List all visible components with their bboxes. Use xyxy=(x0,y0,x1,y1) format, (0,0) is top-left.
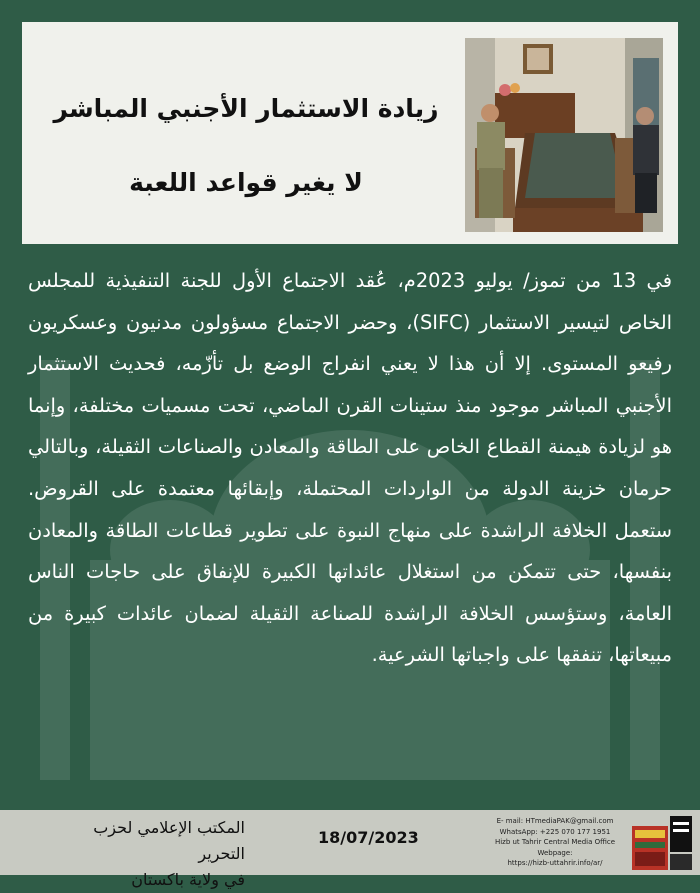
header-card xyxy=(22,22,678,244)
media-office-name xyxy=(55,815,245,893)
article-body: في 13 من تموز/ يوليو 2023م، عُقد الاجتماع الأول للجنة التنفيذية للمجلس الخاص لتيسير الاستثمار (SIFC)، وحضر الاجتماع مسؤولون مدنيون وعسكريون رفيعو المستوى. إلا أن هذا لا يعني انفراج الوضع بل تأزّمه، فحديث الاستثمار الأجنبي المباشر موجود منذ ستينات القرن الماضي، تحت مسميات مختلفة، وإنما هو لزيادة هيمنة القطاع الخاص على الطاقة والمعادن والصناعات الثقيلة، وبالتالي حرمان خزينة الدولة من الواردات المحتملة، وإبقائها معتمدة على القروض. ستعمل الخلافة الراشدة على منهاج النبوة على تطوير قطاعات الطاقة والمعادن بنفسها، حتى تتمكن من استغلال عائداتها الكبيرة للإنفاق على حاجات الناس العامة، وستؤسس الخلافة الراشدة للصناعة الثقيلة لضمان عائدات كبيرة من مبيعاتها، تنفقها على واجباتها الشرعية. xyxy=(28,269,672,667)
headline xyxy=(36,72,456,220)
headline-line-1: زيادة الاستثمار الأجنبي المباشر xyxy=(53,94,439,123)
footer xyxy=(0,810,700,889)
contact-email: E- mail: HTmediaPAK@gmail.com xyxy=(496,817,614,825)
contact-webpage-url: https://hizb-uttahrir.info/ar/ xyxy=(507,859,603,867)
media-office-line-1: المكتب الإعلامي لحزب التحرير xyxy=(93,818,245,863)
contact-whatsapp: WhatsApp: +225 070 177 1951 xyxy=(499,827,611,836)
media-office-line-2: في ولاية باكستان xyxy=(131,870,245,889)
meeting-photo-illustration xyxy=(465,38,663,232)
publish-date: 18/07/2023 xyxy=(318,828,419,847)
contact-info xyxy=(480,816,630,869)
office-logo-icon xyxy=(632,816,694,872)
meeting-photo xyxy=(465,38,663,232)
headline-line-2: لا يغير قواعد اللعبة xyxy=(129,168,363,197)
contact-webpage-label: Hizb ut Tahrir Central Media Office Webpage: xyxy=(494,838,616,857)
